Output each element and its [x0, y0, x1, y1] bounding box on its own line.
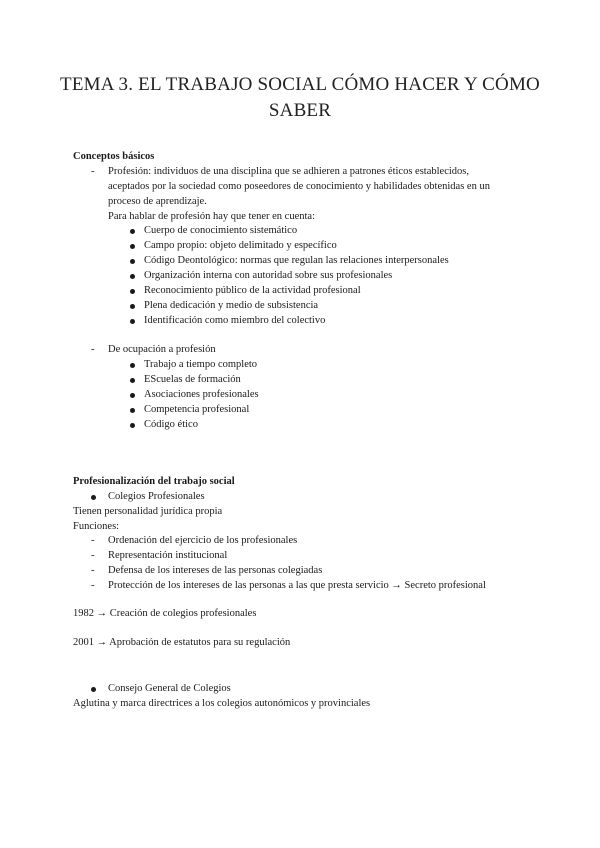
funcion-item: Defensa de los intereses de las personas colegiadas [108, 565, 323, 576]
criteria-item: Organización interna con autoridad sobre sus profesionales [144, 270, 393, 281]
funcion-item: Protección de los intereses de las personas a las que presta servicio → Secreto profesional [108, 580, 486, 591]
bullet-dot [130, 304, 135, 309]
event-1982: 1982 → Creación de colegios profesionales [73, 608, 257, 619]
dash-marker: - [91, 344, 95, 355]
bullet-dot [130, 244, 135, 249]
ocupacion-item: Asociaciones profesionales [144, 389, 259, 400]
section-heading-conceptos: Conceptos básicos [73, 151, 155, 162]
ocupacion-item: Trabajo a tiempo completo [144, 359, 258, 370]
bullet-dot [130, 274, 135, 279]
ocupacion-item: EScuelas de formación [144, 374, 241, 385]
criteria-item: Plena dedicación y medio de subsistencia [144, 300, 319, 311]
dash-marker: - [91, 565, 95, 576]
criteria-item: Identificación como miembro del colectivo [144, 315, 326, 326]
document-title: TEMA 3. EL TRABAJO SOCIAL CÓMO HACER Y CÓMO SABER [60, 74, 540, 121]
funciones-label: Funciones: [73, 521, 120, 532]
profesion-line: Profesión: individuos de una disciplina que se adhieren a patrones éticos establecidos, [108, 166, 469, 177]
bullet-dot [130, 378, 135, 383]
criteria-item: Cuerpo de conocimiento sistemático [144, 225, 298, 236]
funcion-item: Ordenación del ejercicio de los profesionales [108, 535, 298, 546]
bullet-dot [130, 393, 135, 398]
profesion-line: aceptados por la sociedad como poseedores de conocimiento y habilidades obtenidas en un [108, 181, 490, 192]
colegios-label: Colegios Profesionales [108, 491, 205, 502]
bullet-dot [130, 319, 135, 324]
ocupacion-item: Código ético [144, 419, 198, 430]
bullet-dot [130, 289, 135, 294]
bullet-dot [91, 495, 96, 500]
dash-marker: - [91, 535, 95, 546]
funcion-item: Representación institucional [108, 550, 228, 561]
bullet-dot [130, 363, 135, 368]
dash-marker: - [91, 550, 95, 561]
bullet-dot [130, 229, 135, 234]
bullet-dot [91, 687, 96, 692]
ocupacion-item: Competencia profesional [144, 404, 250, 415]
consejo-label: Consejo General de Colegios [108, 683, 231, 694]
bullet-dot [130, 259, 135, 264]
ocupacion-label: De ocupación a profesión [108, 344, 216, 355]
consejo-description: Aglutina y marca directrices a los colegios autonómicos y provinciales [73, 698, 371, 709]
event-2001: 2001 → Aprobación de estatutos para su regulación [73, 637, 291, 648]
dash-marker: - [91, 580, 95, 591]
criteria-item: Campo propio: objeto delimitado y específico [144, 240, 337, 251]
bullet-dot [130, 408, 135, 413]
section-heading-profesionalizacion: Profesionalización del trabajo social [73, 476, 235, 487]
personalidad-text: Tienen personalidad jurídica propia [73, 506, 223, 517]
dash-marker: - [91, 166, 95, 177]
profesion-line: proceso de aprendizaje. [108, 196, 207, 207]
criteria-item: Reconocimiento público de la actividad profesional [144, 285, 361, 296]
criteria-item: Código Deontológico: normas que regulan las relaciones interpersonales [144, 255, 449, 266]
profesion-intro: Para hablar de profesión hay que tener en cuenta: [108, 211, 315, 222]
bullet-dot [130, 423, 135, 428]
